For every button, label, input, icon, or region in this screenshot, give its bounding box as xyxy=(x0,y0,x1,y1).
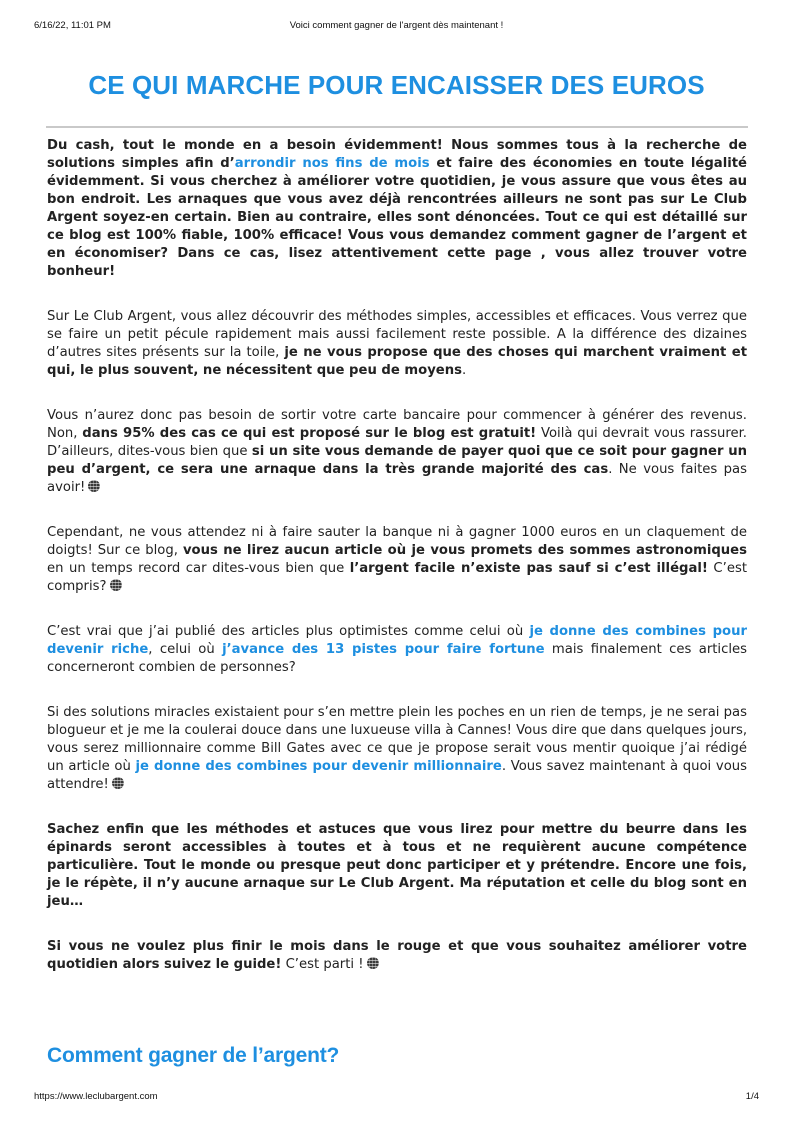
p4-bold-1: vous ne lirez aucun article où je vous promets des sommes astronomiques xyxy=(182,543,747,558)
article-title: CE QUI MARCHE POUR ENCAISSER DES EUROS xyxy=(88,70,705,100)
article-body xyxy=(47,137,747,1001)
p2-text-b: . xyxy=(461,363,467,378)
print-date: 6/16/22, 11:01 PM xyxy=(34,20,111,31)
paragraph-argent-facile xyxy=(47,524,747,596)
grinning-face-emoji-icon xyxy=(110,579,122,591)
intro-paragraph xyxy=(47,137,747,281)
grinning-face-emoji-icon xyxy=(112,777,124,789)
p4-text-a: Cependant, ne vous attendez ni à faire sauter la banque ni à gagner 1000 euros en un claquement de doigts! Sur ce blog, xyxy=(47,525,747,558)
title-divider xyxy=(46,126,748,128)
p3-bold-2: si un site vous demande de payer quoi que ce soit pour gagner un peu d’argent, ce sera une arnaque dans la très grande majorité des cas xyxy=(47,444,747,477)
link-combines-devenir-millionnaire[interactable]: je donne des combines pour devenir millionnaire xyxy=(135,759,502,774)
print-url: https://www.leclubargent.com xyxy=(34,1091,158,1102)
paragraph-suivez-le-guide xyxy=(47,938,747,974)
intro-text-a: Du cash, tout le monde en a besoin évidemment! Nous sommes tous à la recherche de solutions simples afin d’ xyxy=(47,138,747,171)
p4-text-b: en un temps record car dites-vous bien que xyxy=(47,561,350,576)
grinning-face-emoji-icon xyxy=(367,957,379,969)
p5-text-b: , celui où xyxy=(148,642,223,657)
link-arrondir-fins-de-mois[interactable]: arrondir nos fins de mois xyxy=(234,156,430,171)
p2-text-a: Sur Le Club Argent, vous allez découvrir des méthodes simples, accessibles et efficaces. Vous verrez que se faire un petit pécule rapidement mais aussi facilement reste possible. A la différence des dizaines d’autres sites présents sur la toile, xyxy=(47,309,747,360)
p3-text-b: Voilà qui devrait vous rassurer. D’ailleurs, dites-vous bien que xyxy=(47,426,747,459)
p6-text-b: . Vous savez maintenant à quoi vous attendre! xyxy=(47,759,747,792)
grinning-face-emoji-icon xyxy=(88,480,100,492)
p8-bold: Si vous ne voulez plus finir le mois dans le rouge et que vous souhaitez améliorer votre quotidien alors suivez le guide! xyxy=(47,939,747,972)
print-header xyxy=(0,20,793,34)
p5-text-a: C’est vrai que j’ai publié des articles plus optimistes comme celui où xyxy=(47,624,530,639)
p3-bold-1: dans 95% des cas ce qui est proposé sur le blog est gratuit! xyxy=(82,426,537,441)
print-page-number: 1/4 xyxy=(745,1091,759,1102)
paragraph-accessibles: Sachez enfin que les méthodes et astuces que vous lirez pour mettre du beurre dans les épinards seront accessibles à toutes et à tous et ne requièrent aucune compétence particulière. Tout le monde ou presque peut donc participer et y prétendre. Encore une fois, je le répète, il n’y aucune arnaque sur Le Club Argent. Ma réputation et celle du blog sont en jeu… xyxy=(47,822,747,909)
print-page-title: Voici comment gagner de l'argent dès maintenant ! xyxy=(289,20,504,31)
link-13-pistes-fortune[interactable]: j’avance des 13 pistes pour faire fortune xyxy=(222,642,545,657)
p3-text-a: Vous n’aurez donc pas besoin de sortir votre carte bancaire pour commencer à générer des revenus. Non, xyxy=(47,408,747,441)
section-title: Comment gagner de l’argent? xyxy=(47,1044,340,1067)
paragraph-articles-optimistes xyxy=(47,623,747,677)
p3-text-c: . Ne vous faites pas avoir! xyxy=(47,462,748,495)
p5-text-c: mais finalement ces articles concerneront combien de personnes? xyxy=(47,642,747,675)
p4-bold-2: l’argent facile n’existe pas sauf si c’est illégal! xyxy=(349,561,708,576)
p6-text-a: Si des solutions miracles existaient pour s’en mettre plein les poches en un rien de temps, je ne serai pas blogueur et je me la coulerai douce dans une luxueuse villa à Cannes! Vous dire que dans quelques jours, vous serez millionnaire comme Bill Gates avec ce que je propose serait vous mentir quoique j’ai rédigé un article où xyxy=(47,705,748,774)
paragraph-methodes xyxy=(47,308,747,380)
intro-text-b: et faire des économies en toute légalité évidemment. Si vous cherchez à améliorer votre quotidien, je vous assure que vous êtes au bon endroit. Les arnaques que vous avez déjà rencontrées ailleurs ne sont pas sur Le Club Argent soyez-en certain. Bien au contraire, elles sont dénoncées. Tout ce qui est détaillé sur ce blog est 100% fiable, 100% efficace! Vous vous demandez comment gagner de l’argent et en économiser? Dans ce cas, lisez attentivement cette page , vous allez trouver votre bonheur! xyxy=(47,156,747,279)
print-footer xyxy=(0,1091,793,1105)
paragraph-solutions-miracles xyxy=(47,704,747,794)
link-combines-devenir-riche[interactable]: je donne des combines pour devenir riche xyxy=(47,624,747,657)
p4-text-c: C’est compris? xyxy=(47,561,747,594)
p2-bold: je ne vous propose que des choses qui marchent vraiment et qui, le plus souvent, ne nécessitent que peu de moyens xyxy=(47,345,747,378)
p8-text-b: C’est parti ! xyxy=(281,957,364,972)
paragraph-gratuit xyxy=(47,407,747,497)
